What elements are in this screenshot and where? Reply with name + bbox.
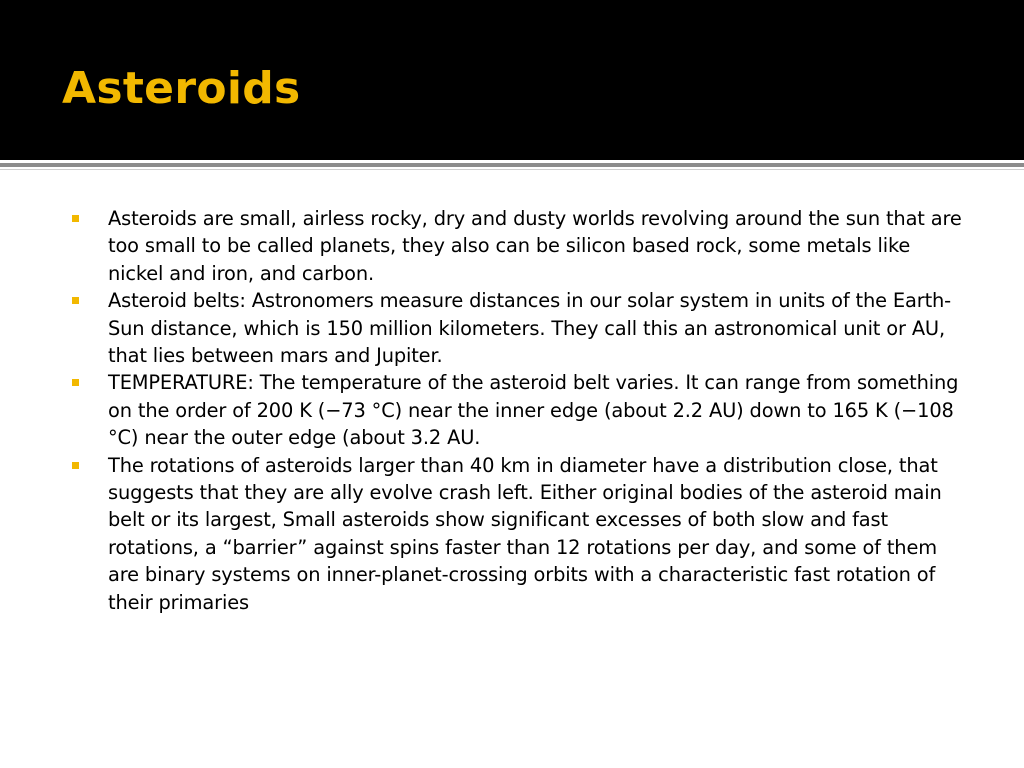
bullet-text: TEMPERATURE: The temperature of the asteroid belt varies. It can range from something on the order of 200 K (−73 °C) near the inner edge (about 2.2 AU) down to 165 K (−108 °C) near the outer edge (about 3.2 AU. [108,371,965,450]
bullet-item [70,452,970,616]
title-band [0,0,1024,160]
bullet-list [70,205,974,616]
bullet-item [70,287,970,369]
slide-title: Asteroids [62,63,301,114]
square-bullet-icon [72,215,79,222]
bullet-item [70,205,974,287]
square-bullet-icon [72,297,79,304]
square-bullet-icon [72,379,79,386]
header-divider [0,163,1024,167]
bullet-text: Asteroid belts: Astronomers measure distances in our solar system in units of the Earth-Sun distance, which is 150 million kilometers. They call this an astronomical unit or AU, that lies between mars and Jupiter. [108,289,952,368]
bullet-item [70,369,970,451]
square-bullet-icon [72,462,79,469]
header-divider-thin [0,169,1024,170]
content-area [70,205,974,616]
bullet-text: Asteroids are small, airless rocky, dry and dusty worlds revolving around the sun that are too small to be called planets, they also can be silicon based rock, some metals like nickel and iron, and carbon. [108,207,974,285]
bullet-text: The rotations of asteroids larger than 40 km in diameter have a distribution close, that suggests that they are ally evolve crash left. Either original bodies of the asteroid main belt or its largest, Small asteroids show significant excesses of both slow and fast rotations, a “barrier” against spins faster than 12 rotations per day, and some of them are binary systems on inner-planet-crossing orbits with a characteristic fast rotation of their primaries [108,453,948,614]
